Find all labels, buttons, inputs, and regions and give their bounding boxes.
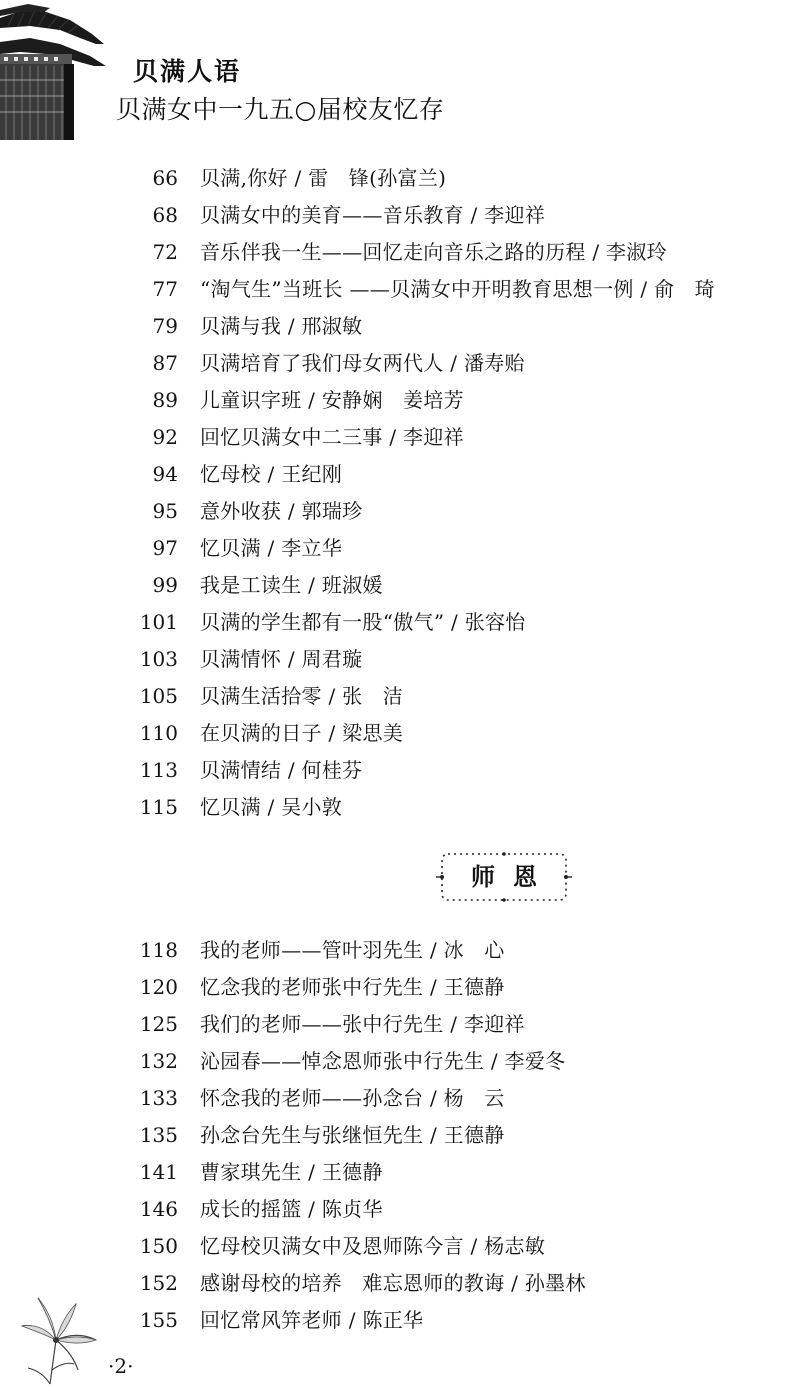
toc-entry-title: 感谢母校的培养 难忘恩师的教诲 / 孙墨林 <box>200 1271 586 1295</box>
toc-entry[interactable] <box>0 160 800 197</box>
toc-entry[interactable] <box>0 1080 800 1117</box>
toc-page-number: 150 <box>139 1234 178 1258</box>
toc-page-number: 152 <box>139 1271 178 1295</box>
toc-page-number: 68 <box>152 203 178 227</box>
toc-entry[interactable] <box>0 271 800 308</box>
toc-entry-title: 怀念我的老师——孙念台 / 杨 云 <box>200 1086 505 1110</box>
toc-page-number: 105 <box>139 684 178 708</box>
toc-page-number: 92 <box>152 425 178 449</box>
toc-entry-title: 忆母校贝满女中及恩师陈今言 / 杨志敏 <box>200 1234 546 1258</box>
toc-entry[interactable] <box>0 1006 800 1043</box>
toc-entry[interactable] <box>0 456 800 493</box>
toc-page-number: 125 <box>139 1012 178 1036</box>
toc-entry-title: 贝满女中的美育——音乐教育 / 李迎祥 <box>200 203 546 227</box>
toc-entry-title: 儿童识字班 / 安静娴 姜培芳 <box>200 388 464 412</box>
toc-entry-title: 曹家琪先生 / 王德静 <box>200 1160 383 1184</box>
toc-entry[interactable] <box>0 932 800 969</box>
toc-entry-title: 贝满情结 / 何桂芬 <box>200 758 363 782</box>
toc-entry-title: 孙念台先生与张继恒先生 / 王德静 <box>200 1123 505 1147</box>
toc-entry-title: 贝满与我 / 邢淑敏 <box>200 314 363 338</box>
toc-entry[interactable] <box>0 1154 800 1191</box>
toc-page-number: 132 <box>139 1049 178 1073</box>
toc-page-number: 110 <box>139 721 178 745</box>
toc-entry[interactable] <box>0 641 800 678</box>
toc-page-number: 97 <box>152 536 178 560</box>
toc-page-number: 99 <box>152 573 178 597</box>
toc-entry[interactable] <box>0 789 800 826</box>
toc-entry[interactable] <box>0 419 800 456</box>
toc-page-number: 103 <box>139 647 178 671</box>
toc-entry-title: 沁园春——悼念恩师张中行先生 / 李爱冬 <box>200 1049 566 1073</box>
toc-entry-title: 成长的摇篮 / 陈贞华 <box>200 1197 383 1221</box>
toc-list <box>0 160 800 826</box>
toc-page-number: 133 <box>139 1086 178 1110</box>
section-heading <box>436 848 572 906</box>
toc-entry-title: “淘气生”当班长 ——贝满女中开明教育思想一例 / 俞 琦 <box>200 277 715 301</box>
toc-entry-title: 忆贝满 / 李立华 <box>200 536 343 560</box>
toc-entry-title: 忆贝满 / 吴小敦 <box>200 795 343 819</box>
toc-entry[interactable] <box>0 1191 800 1228</box>
toc-entry-title: 忆母校 / 王纪刚 <box>200 462 343 486</box>
toc-entry[interactable] <box>0 1302 800 1339</box>
toc-entry[interactable] <box>0 197 800 234</box>
toc-entry[interactable] <box>0 604 800 641</box>
toc-entry[interactable] <box>0 969 800 1006</box>
toc-entry[interactable] <box>0 715 800 752</box>
toc-page-number: 87 <box>152 351 178 375</box>
page-number: ·2· <box>108 1354 134 1378</box>
toc-page-number: 155 <box>139 1308 178 1332</box>
toc-entry[interactable] <box>0 1117 800 1154</box>
toc-entry[interactable] <box>0 567 800 604</box>
toc-entry-title: 我的老师——管叶羽先生 / 冰 心 <box>200 938 505 962</box>
toc-entry[interactable] <box>0 308 800 345</box>
toc-entry-title: 在贝满的日子 / 梁思美 <box>200 721 404 745</box>
toc-page-number: 135 <box>139 1123 178 1147</box>
toc-page-number: 95 <box>152 499 178 523</box>
book-subtitle: 贝满女中一九五○届校友忆存 <box>116 95 445 124</box>
toc-page-number: 89 <box>152 388 178 412</box>
toc-entry-title: 贝满情怀 / 周君璇 <box>200 647 363 671</box>
book-title: 贝满人语 <box>133 57 242 86</box>
toc-entry[interactable] <box>0 493 800 530</box>
toc-entry-title: 音乐伴我一生——回忆走向音乐之路的历程 / 李淑玲 <box>200 240 667 264</box>
toc-entry-title: 忆念我的老师张中行先生 / 王德静 <box>200 975 505 999</box>
toc-list <box>0 932 800 1339</box>
toc-entry[interactable] <box>0 530 800 567</box>
toc-page-number: 72 <box>152 240 178 264</box>
toc-entry-title: 回忆贝满女中二三事 / 李迎祥 <box>200 425 464 449</box>
toc-entry-title: 贝满培育了我们母女两代人 / 潘寿贻 <box>200 351 525 375</box>
toc-page-number: 118 <box>139 938 178 962</box>
toc-page-number: 79 <box>152 314 178 338</box>
toc-entry-title: 我们的老师——张中行先生 / 李迎祥 <box>200 1012 525 1036</box>
toc-entry-title: 贝满生活拾零 / 张 洁 <box>200 684 404 708</box>
toc-entry-title: 意外收获 / 郭瑞珍 <box>200 499 363 523</box>
toc-entry[interactable] <box>0 1228 800 1265</box>
toc-page-number: 94 <box>152 462 178 486</box>
toc-page-number: 120 <box>139 975 178 999</box>
toc-entry[interactable] <box>0 1265 800 1302</box>
toc-entry[interactable] <box>0 1043 800 1080</box>
toc-entry[interactable] <box>0 382 800 419</box>
toc-entry-title: 我是工读生 / 班淑媛 <box>200 573 383 597</box>
section-label-teachers-grace: 师恩 <box>471 863 555 891</box>
toc-page-number: 115 <box>139 795 178 819</box>
toc-entry-title: 贝满的学生都有一股“傲气” / 张容怡 <box>200 610 526 634</box>
lily-flower-illustration <box>16 1290 102 1386</box>
toc-entry-title: 回忆常风笄老师 / 陈正华 <box>200 1308 424 1332</box>
toc-page-number: 146 <box>139 1197 178 1221</box>
toc-entry[interactable] <box>0 234 800 271</box>
toc-entry[interactable] <box>0 345 800 382</box>
toc-page-number: 77 <box>152 277 178 301</box>
toc-page-number: 101 <box>139 610 178 634</box>
toc-entry[interactable] <box>0 678 800 715</box>
toc-page-number: 113 <box>139 758 178 782</box>
toc-page-number: 141 <box>139 1160 178 1184</box>
toc-entry[interactable] <box>0 752 800 789</box>
toc-entry-title: 贝满,你好 / 雷 锋(孙富兰) <box>200 166 447 190</box>
toc-page-number: 66 <box>152 166 178 190</box>
